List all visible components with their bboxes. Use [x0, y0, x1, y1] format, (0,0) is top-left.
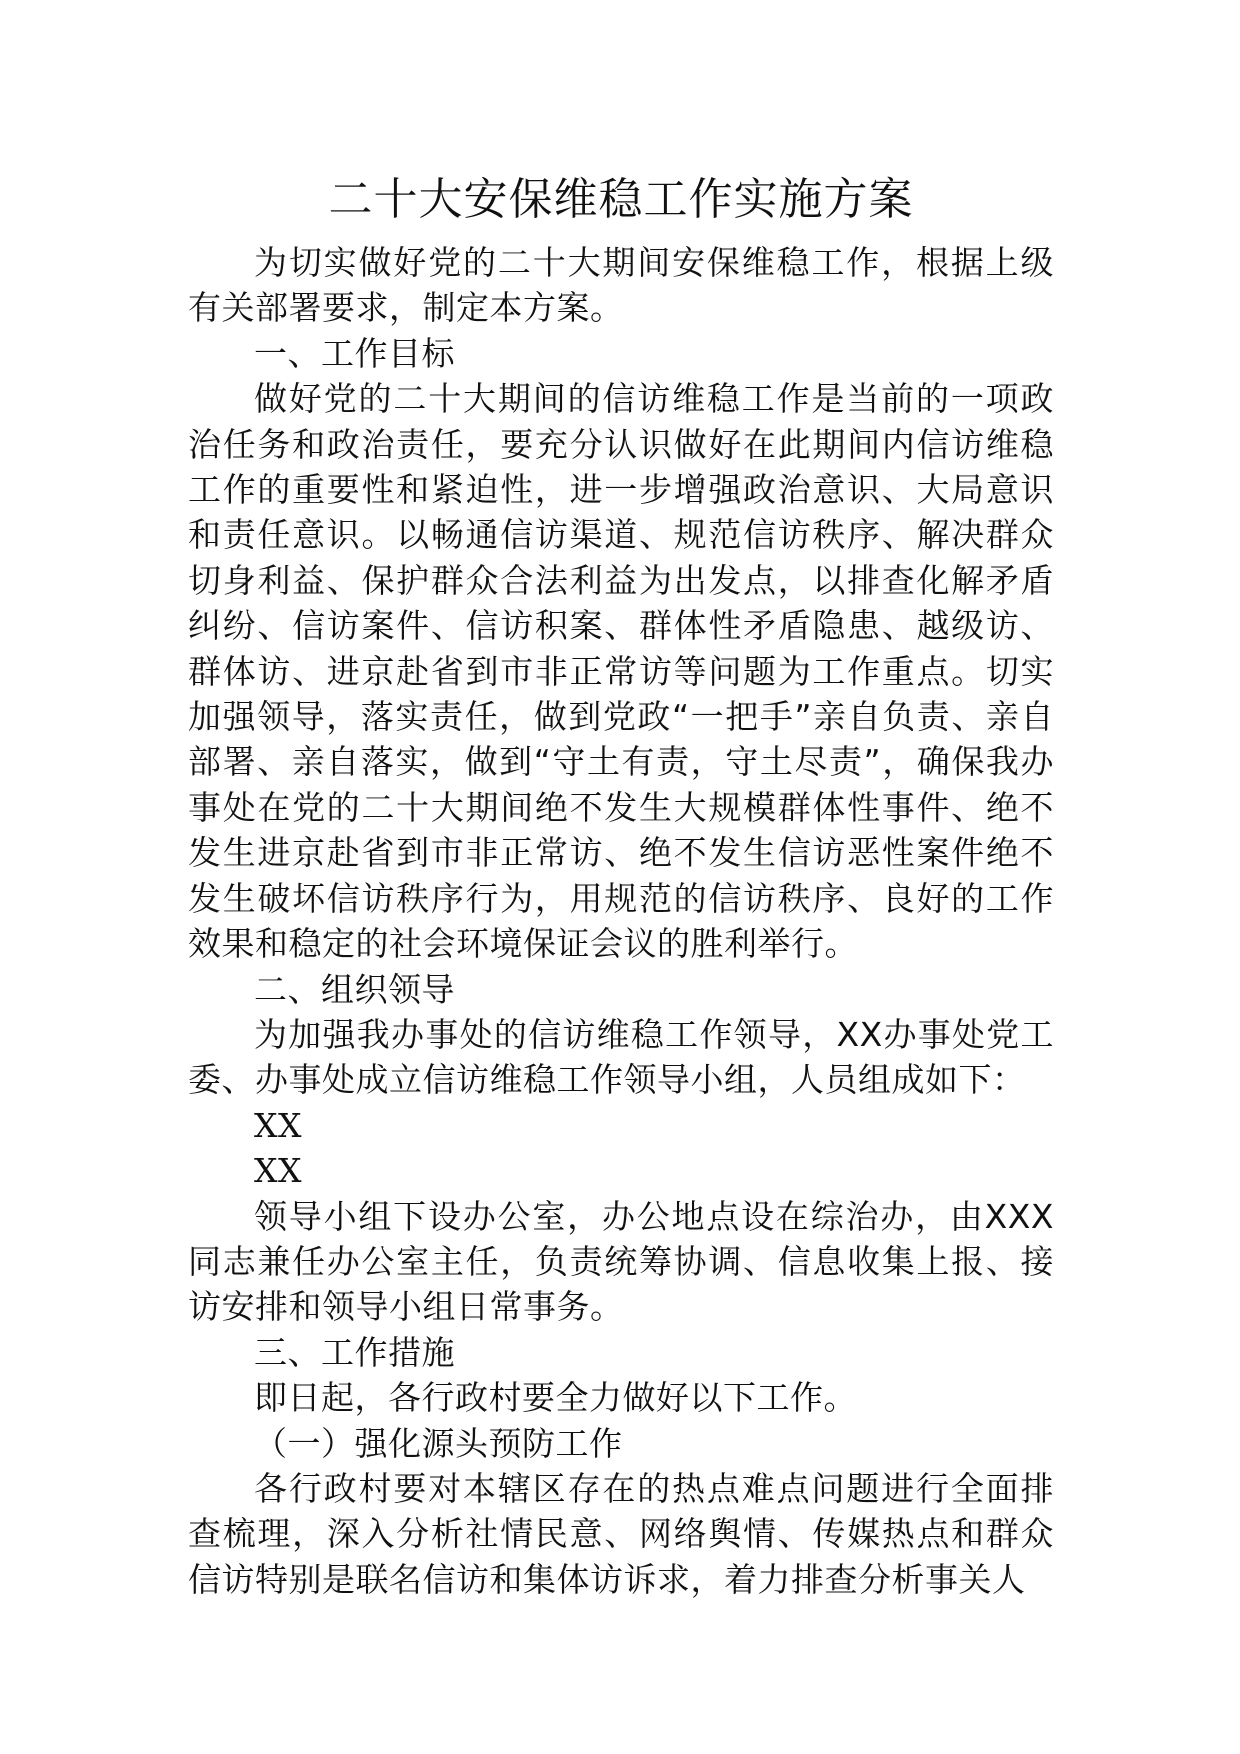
measures-intro-paragraph: 即日起，各行政村要全力做好以下工作。	[254, 1378, 857, 1418]
prevention-paragraph: 各行政村要对本辖区存在的热点难点问题进行全面排查梳理，深入分析社情民意、网络舆情、传媒热点和群众信访特别是联名信访和集体访诉求，着力排查分析事关人	[188, 1468, 1054, 1599]
intro-paragraph: 为切实做好党的二十大期间安保维稳工作，根据上级有关部署要求，制定本方案。	[188, 243, 1054, 328]
document-page	[188, 170, 1054, 1602]
document-title: 二十大安保维稳工作实施方案	[328, 174, 914, 225]
section-heading-measures: 三、工作措施	[254, 1332, 455, 1372]
goals-paragraph: 做好党的二十大期间的信访维稳工作是当前的一项政治任务和政治责任，要充分认识做好在此期间内信访维稳工作的重要性和紧迫性，进一步增强政治意识、大局意识和责任意识。以畅通信访渠道、规范信访秩序、解决群众切身利益、保护群众合法利益为出发点，以排查化解矛盾纠纷、信访案件、信访积案、群体性矛盾隐患、越级访、群体访、进京赴省到市非正常访等问题为工作重点。切实加强领导，落实责任，做到党政“一把手”亲自负责、亲自部署、亲自落实，做到“守土有责，守土尽责”，确保我办事处在党的二十大期间绝不发生大规模群体性事件、绝不发生进京赴省到市非正常访、绝不发生信访恶性案件绝不发生破坏信访秩序行为，用规范的信访秩序、良好的工作效果和稳定的社会环境保证会议的胜利举行。	[188, 379, 1054, 964]
member-line: XX	[254, 1151, 302, 1191]
member-line: XX	[254, 1105, 302, 1145]
office-paragraph: 领导小组下设办公室，办公地点设在综治办，由XXX同志兼任办公室主任，负责统筹协调、信息收集上报、接访安排和领导小组日常事务。	[188, 1196, 1054, 1327]
section-heading-leadership: 二、组织领导	[254, 969, 455, 1009]
leadership-paragraph: 为加强我办事处的信访维稳工作领导，XX办事处党工委、办事处成立信访维稳工作领导小组，人员组成如下：	[188, 1014, 1054, 1100]
section-heading-goals: 一、工作目标	[254, 333, 455, 373]
document-body	[188, 240, 1054, 1602]
subsection-heading-prevention: （一）强化源头预防工作	[254, 1423, 623, 1463]
